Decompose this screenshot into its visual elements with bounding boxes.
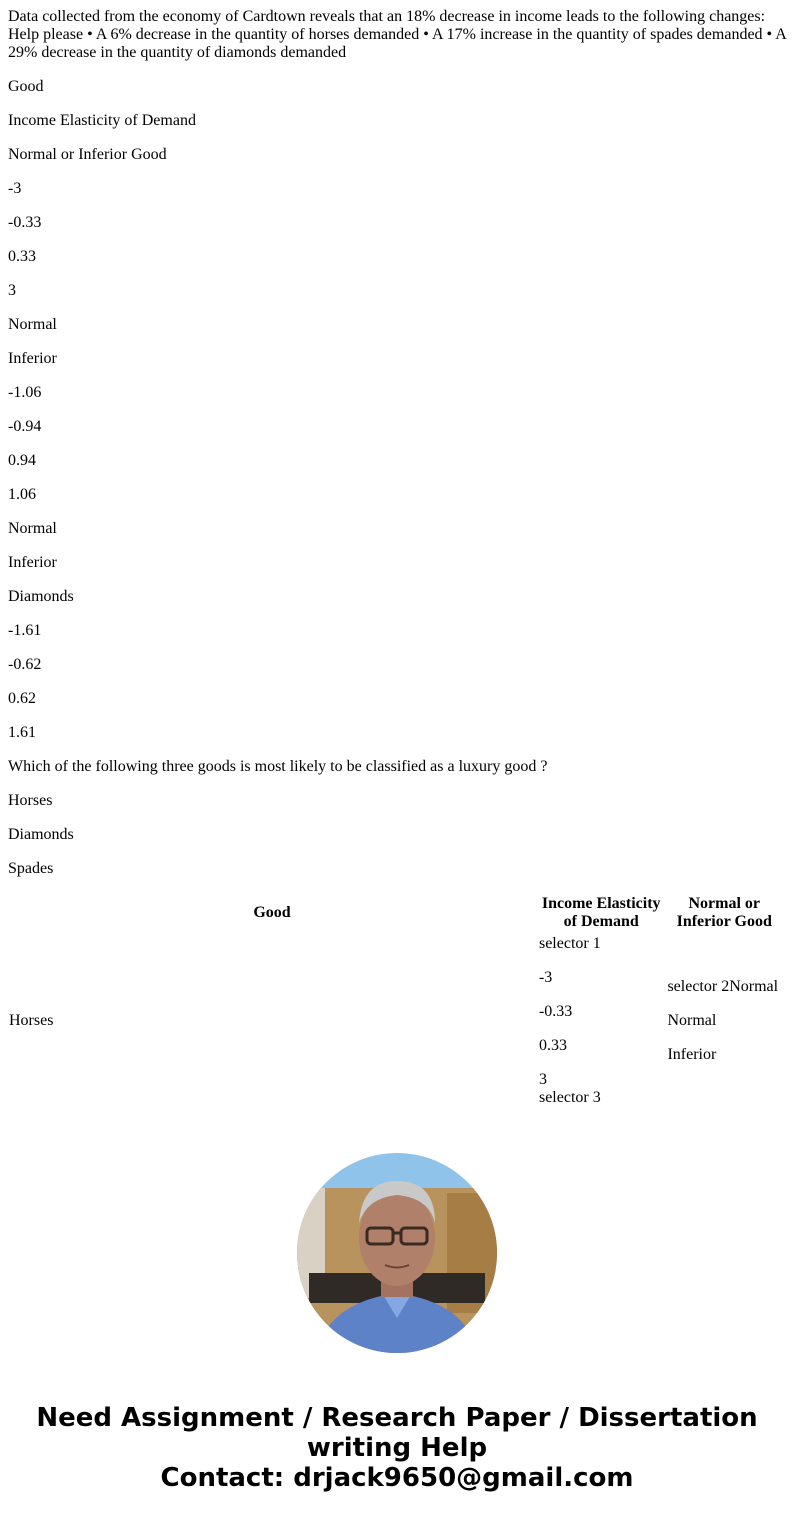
- selector-2-label: selector 2: [667, 978, 730, 995]
- question-intro: Data collected from the economy of Cardtown reveals that an 18% decrease in income leads to the following changes: Help please • A 6% decrease in the quantity of horses demanded • A 17% increase in the quantity of spades demanded • A 29% decrease in the quantity of diamonds demanded: [8, 8, 786, 61]
- type-option: Normal: [667, 1012, 717, 1029]
- line-elasticity-heading: Income Elasticity of Demand: [8, 112, 196, 129]
- option-text: -1.06: [8, 384, 42, 401]
- answer-option: Diamonds: [8, 826, 74, 843]
- option-text: -3: [8, 180, 22, 197]
- cell-normal-inferior: [666, 934, 782, 1108]
- option-text: Normal: [8, 316, 57, 333]
- table-row: [8, 934, 782, 1108]
- footer-contact: Contact: drjack9650@gmail.com: [160, 1463, 634, 1493]
- elasticity-option: -3: [538, 969, 553, 986]
- selector-1-label: selector 1: [538, 935, 601, 952]
- option-text: 3: [8, 282, 16, 299]
- option-text: 0.94: [8, 452, 36, 469]
- footer-line: writing Help: [306, 1433, 488, 1463]
- line-good-heading: Good: [8, 78, 44, 95]
- footer-line: Need Assignment / Research Paper / Dissertation: [36, 1403, 758, 1433]
- option-text: -0.33: [8, 214, 42, 231]
- option-text: -0.94: [8, 418, 42, 435]
- option-text: 0.33: [8, 248, 36, 265]
- elasticity-table: [6, 892, 784, 1110]
- assignment-help-footer: [0, 1403, 794, 1493]
- option-text: Inferior: [8, 350, 57, 367]
- option-text: 0.62: [8, 690, 36, 707]
- question-lines: [8, 78, 786, 878]
- luxury-question: Which of the following three goods is most likely to be classified as a luxury good ?: [8, 758, 548, 775]
- answer-option: Spades: [8, 860, 54, 877]
- cell-elasticity: [538, 934, 664, 1108]
- elasticity-option: -0.33: [538, 1003, 573, 1020]
- header-elasticity: Income Elasticity of Demand: [541, 895, 661, 930]
- type-options: [667, 978, 781, 1064]
- option-text: -0.62: [8, 656, 42, 673]
- type-option: [667, 978, 781, 996]
- line-good-name: Diamonds: [8, 588, 74, 605]
- person-portrait-icon: [297, 1153, 497, 1353]
- elasticity-option: 0.33: [538, 1037, 567, 1054]
- header-good: Good: [253, 904, 291, 921]
- cell-good: Horses: [9, 1012, 54, 1029]
- line-type-heading: Normal or Inferior Good: [8, 146, 167, 163]
- option-text: Inferior: [8, 554, 57, 571]
- type-option: Inferior: [667, 1046, 717, 1063]
- elasticity-options: [539, 969, 663, 1089]
- option-text: 1.06: [8, 486, 36, 503]
- option-text: 1.61: [8, 724, 36, 741]
- elasticity-option: 3: [538, 1071, 547, 1088]
- selector-3-label: selector 3: [538, 1089, 601, 1106]
- answer-option: Horses: [8, 792, 53, 809]
- type-option-text: Normal: [729, 978, 779, 995]
- header-normal-inferior: Normal or Inferior Good: [676, 895, 772, 930]
- option-text: -1.61: [8, 622, 42, 639]
- option-text: Normal: [8, 520, 57, 537]
- table-header-row: [8, 894, 782, 932]
- author-avatar: [297, 1153, 497, 1353]
